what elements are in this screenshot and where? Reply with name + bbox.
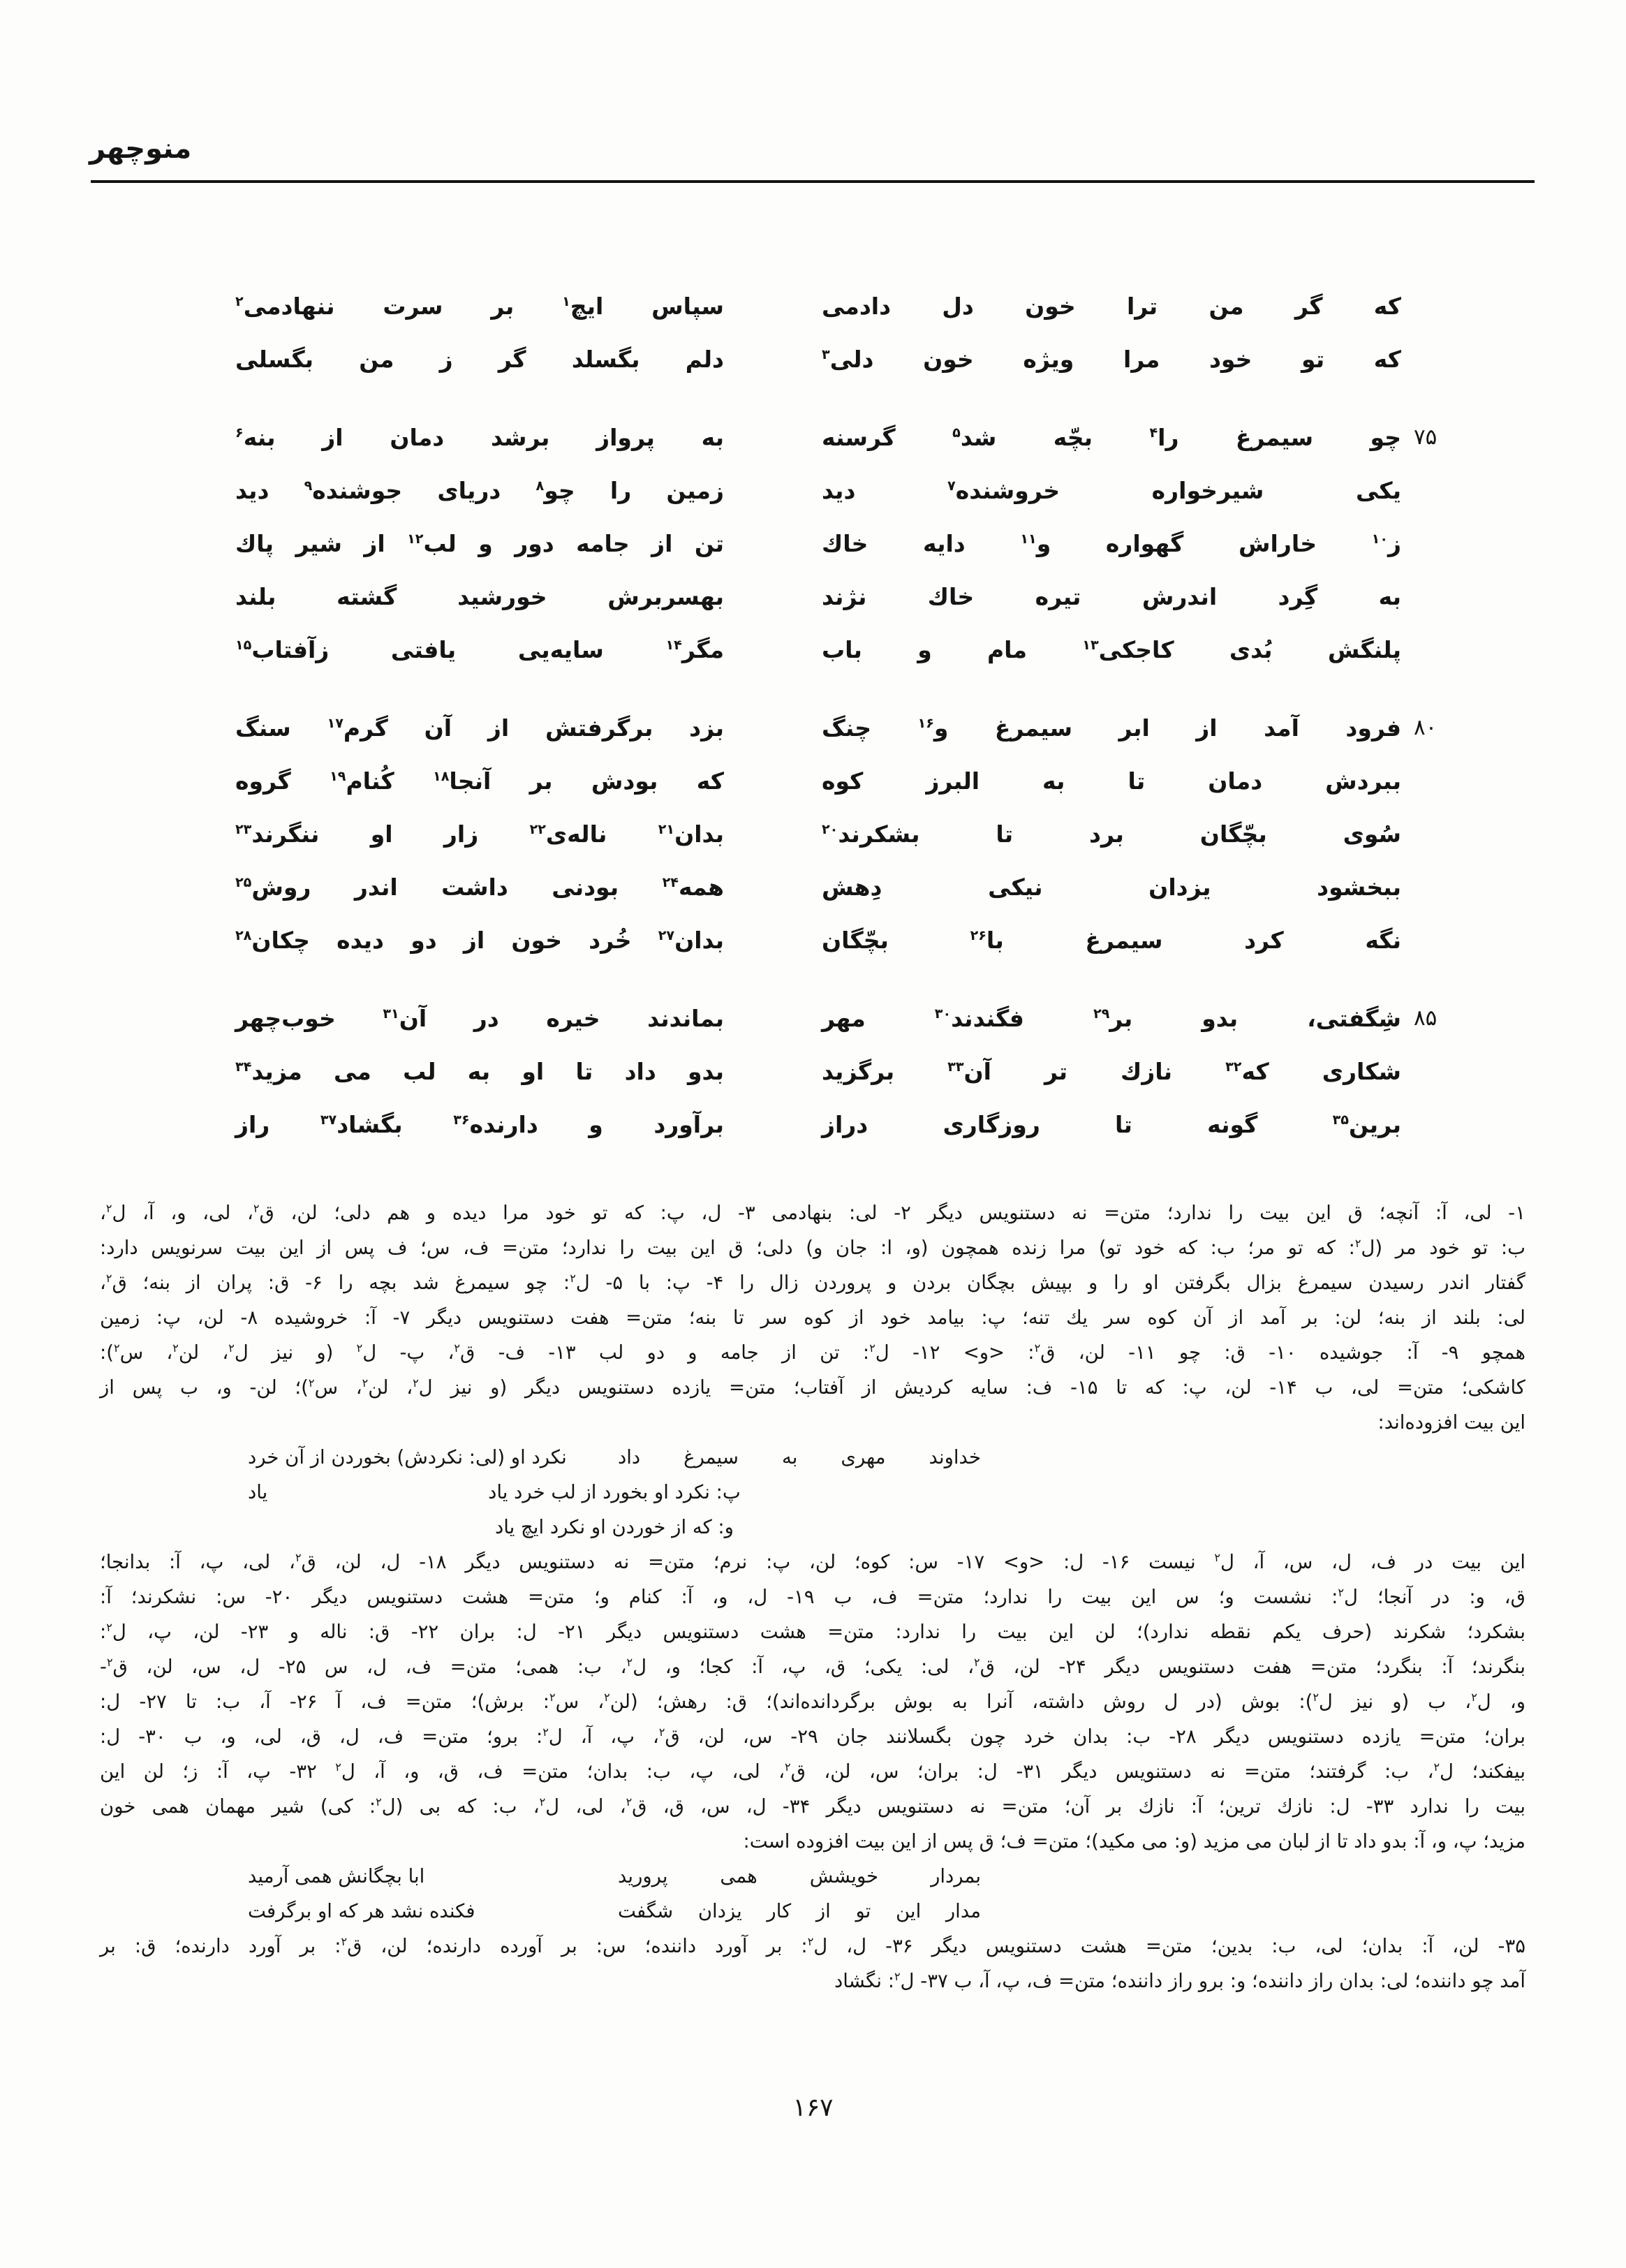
- hemistich-right: ز$^{۱۰}$ خاراش گهواره و$^{۱۱}$ دایه خاك: [822, 529, 1401, 557]
- apparatus-added-verse: [248, 1859, 981, 1894]
- apparatus-line: پ: نکرد او بخورد از لب خرد یاد: [488, 1481, 741, 1503]
- hemistich-right: نگه کرد سیمرغ با$^{۲۶}$ بچّگان: [822, 926, 1401, 954]
- hemistich-right: شکاری که$^{۳۲}$ نازك تر آن$^{۳۳}$ برگزید: [822, 1057, 1402, 1085]
- running-title: منوچهر: [89, 133, 192, 165]
- apparatus-line: ق، و: در آنجا؛ ل$^۲$: نشست و؛ س این بیت را ندارد؛ متن= ف، ب ۱۹- ل، و، آ: کنام و؛ متن= هشت دستنویس دیگر ۲۰- س: نشکرند؛ آ:: [100, 1585, 1525, 1608]
- apparatus-line: همچو ۹- آ: جوشیده ۱۰- ق: چو ۱۱- لن، ق$^۲$: <و> ۱۲- ل$^۲$: تن از جامه و دو لب ۱۳- ف- ق$^۲$، پ- ل$^۲$ (و نیز ل$^۲$، لن$^۲$، س$^۲$):: [100, 1341, 1525, 1364]
- couplet-row: [235, 1045, 1465, 1098]
- poem: [235, 279, 1465, 1151]
- hemistich-right: که تو خود مرا ویژه خون دلی$^۳$: [822, 345, 1401, 373]
- added-verse-left: فکنده نشد هر که او برگرفت: [248, 1900, 475, 1922]
- couplet-row: [235, 570, 1465, 623]
- apparatus-line: ب: تو خود مر (ل$^۲$: که تو مر؛ ب: که خود تو) مرا زنده همچون (و، ا: جان و) دلی؛ ق این بیت را ندارد؛ متن= ف، س؛ ف پس از این بیت سرنویس دارد:: [100, 1236, 1526, 1259]
- apparatus-line: مزید؛ پ، و، آ: بدو داد تا از لبان می مزید (و: می مکید)؛ متن= ف؛ ق پس از این بیت افزوده است:: [743, 1830, 1525, 1853]
- couplet-row: [235, 464, 1465, 517]
- couplet-row: [235, 279, 1465, 332]
- couplet-row: [235, 913, 1465, 966]
- hemistich-right: ببخشود یزدان نیکی دِهش: [822, 873, 1401, 901]
- couplet-row: [235, 623, 1465, 676]
- hemistich-left: سپاس ایچ$^۱$ بر سرت ننهادمی$^۲$: [235, 292, 724, 320]
- hemistich-left: بهسربرش خورشید گشته بلند: [235, 582, 724, 610]
- hemistich-right: که گر من ترا خون دل دادمی: [822, 292, 1401, 320]
- hemistich-left: که بودش بر آنجا$^{۱۸}$ کُنام$^{۱۹}$ گروه: [235, 767, 724, 795]
- hemistich-left: بزد برگرفتش از آن گرم$^{۱۷}$ سنگ: [235, 714, 724, 742]
- hemistich-right: شِگفتی، بدو بر$^{۲۹}$ فگندند$^{۳۰}$ مهر: [822, 1004, 1402, 1032]
- couplet-row: [235, 807, 1465, 860]
- apparatus-line: بیفکند؛ ل$^۲$، ب: گرفتند؛ متن= نه دستنویس دیگر ۳۱- ل: بران؛ س، لن، ق$^۲$، لی، پ، ب: بدان؛ متن= ف، ق، و، آ، ل$^۲$ ۳۲- پ، آ: ز؛ لن این: [100, 1760, 1525, 1783]
- couplet-row: [235, 1098, 1465, 1151]
- added-verse-left: ابا بچگانش همی آرمید: [248, 1865, 425, 1887]
- hemistich-left: مگر$^{۱۴}$ سایه‌یی یافتی زآفتاب$^{۱۵}$: [235, 635, 724, 663]
- critical-apparatus: [100, 1195, 1525, 1998]
- verse-number: ۸۵: [1414, 1006, 1437, 1031]
- hemistich-left: برآورد و دارنده$^{۳۶}$ بگشاد$^{۳۷}$ راز: [235, 1110, 725, 1138]
- hemistich-right: پلنگش بُدی کاجکی$^{۱۳}$ مام و باب: [822, 635, 1401, 663]
- hemistich-right: ببردش دمان تا به البرز کوه: [822, 767, 1401, 795]
- added-verse-right: مدار این تو از کار یزدان شگفت: [618, 1900, 981, 1922]
- hemistich-left: بدو داد تا او به لب می مزید$^{۳۴}$: [235, 1057, 724, 1085]
- page-number: ۱۶۷: [792, 2093, 834, 2122]
- hemistich-left: بدان$^{۲۱}$ ناله‌ی$^{۲۲}$ زار او ننگرند$^{۲۳}$: [235, 820, 724, 848]
- couplet-row: [235, 701, 1465, 754]
- apparatus-line: بران؛ متن= یازده دستنویس دیگر ۲۸- ب: بدان خرد چون بگسلانند جان ۲۹- س، لن، ق$^۲$، پ، آ، ل$^۲$: برو؛ متن= ف، ل، ق، لی، و، ب ۳۰- ل:: [100, 1725, 1525, 1748]
- hemistich-left: بدان$^{۲۷}$ خُرد خون از دو دیده چکان$^{۲۸}$: [235, 926, 724, 954]
- apparatus-line: بشکرد؛ شکرند (حرف یکم نقطه ندارد)؛ لن این بیت را ندارد: متن= هشت دستنویس دیگر ۲۱- ل: بران ۲۲- ق: ناله و ۲۳- لن، پ، ل$^۲$:: [100, 1620, 1525, 1643]
- hemistich-right: فرود آمد از ابر سیمرغ و$^{۱۶}$ چنگ: [822, 714, 1401, 742]
- apparatus-line: گفتار اندر رسیدن سیمرغ بزال بگرفتن او را و بپیش بچگان بردن و پروردن زال را ۴- پ: با ۵- ل$^۲$: چو سیمرغ شد بچه را ۶- ق: پران از بنه؛ ق$^۲$،: [100, 1271, 1525, 1294]
- hemistich-left: دلم بگسلد گر ز من بگسلی: [235, 345, 724, 373]
- apparatus-added-verse: [248, 1894, 981, 1929]
- hemistich-right: یکی شیرخواره خروشنده$^۷$ دید: [822, 476, 1401, 504]
- couplet-row: [235, 517, 1465, 570]
- verse-number: ۷۵: [1414, 425, 1437, 450]
- couplet-row: [235, 754, 1465, 807]
- hemistich-right: چو سیمرغ را$^۴$ بچّه شد$^۵$ گرسنه: [822, 423, 1401, 451]
- apparatus-line: این بیت در ف، ل، س، آ، ل$^۲$ نیست ۱۶- ل: <و> ۱۷- س: کوه؛ لن، پ: نرم؛ متن= نه دستنویس دیگر ۱۸- ل، لن، ق$^۲$، لی، پ، آ: بدانجا؛: [100, 1550, 1525, 1573]
- couplet-row: [235, 992, 1465, 1045]
- apparatus-line: لی: بلند از بنه؛ لن: بر آمد از آن کوه سر یك تنه؛ پ: بیامد خود از کوه سر تا بنه؛ متن= هفت دستنویس دیگر ۷- آ: خروشیده ۸- لن، پ: زمین: [100, 1306, 1526, 1329]
- hemistich-right: برین$^{۳۵}$ گونه تا روزگاری دراز: [822, 1110, 1401, 1138]
- couplet-row: [235, 860, 1465, 913]
- apparatus-line: و، ل$^۲$، ب (و نیز ل$^۲$): بوش (در ل روش داشته، آنرا به بوش برگردانده‌اند)؛ ق: رهش؛ (لن$^۲$، س$^۲$: برش)؛ متن= ف، آ ۲۶- آ، ب: تا ۲۷- ل:: [100, 1690, 1525, 1713]
- apparatus-line: و: که از خوردن او نکرد ایچ یاد: [495, 1516, 734, 1538]
- hemistich-left: همه$^{۲۴}$ بودنی داشت اندر روش$^{۲۵}$: [235, 873, 724, 901]
- hemistich-left: به پرواز برشد دمان از بنه$^۶$: [235, 423, 724, 451]
- hemistich-left: تن از جامه دور و لب$^{۱۲}$ از شیر پاك: [235, 529, 724, 557]
- couplet-row: [235, 332, 1465, 385]
- verse-number: ۸۰: [1414, 715, 1437, 740]
- hemistich-right: سُوی بچّگان برد تا بشکرند$^{۲۰}$: [822, 820, 1401, 848]
- hemistich-left: بماندند خیره در آن$^{۳۱}$ خوب‌چهر: [235, 1004, 724, 1032]
- apparatus-line: بنگرند؛ آ: بنگرد؛ متن= هفت دستنویس دیگر ۲۴- لن، ق$^۲$، لی: یکی؛ ق، پ، آ: کجا؛ و، ل$^۲$، ب: همی؛ متن= ف، ل، س ۲۵- ل، س، لن، ق$^۲$-: [100, 1655, 1526, 1678]
- apparatus-line: ۱- لی، آ: آنچه؛ ق این بیت را ندارد؛ متن= نه دستنویس دیگر ۲- لی: بنهادمی ۳- ل، پ: که تو خود مرا دیده و هم دلی؛ لن، ق$^۲$، لی، و، آ، ل$^۲$،: [100, 1201, 1526, 1224]
- apparatus-line: آمد چو داننده؛ لی: بدان راز داننده؛ و: برو راز داننده؛ متن= ف، پ، آ، ب ۳۷- ل$^۲$: نگشاد: [834, 1969, 1525, 1992]
- hemistich-left: زمین را چو$^۸$ دریای جوشنده$^۹$ دید: [235, 476, 724, 504]
- couplet-row: [235, 411, 1465, 464]
- apparatus-line: این بیت افزوده‌اند:: [1377, 1411, 1525, 1434]
- header-rule: [91, 180, 1535, 183]
- apparatus-line: کاشکی؛ متن= لی، ب ۱۴- لن، پ: که تا ۱۵- ف: سایه کردیش از آفتاب؛ متن= یازده دستنویس دیگر (و نیز ل$^۲$، لن$^۲$، س$^۲$)؛ لن- و، ب پس از: [100, 1376, 1526, 1399]
- added-verse-right: خداوند مهری به سیمرغ داد: [618, 1446, 981, 1468]
- hemistich-right: به گِرد اندرش تیره خاك نژند: [822, 582, 1401, 610]
- added-verse-left: نکرد او (لی: نکردش) بخوردن از آن خرد یاد: [248, 1446, 567, 1503]
- added-verse-right: بمردار خویشش همی پرورید: [618, 1865, 981, 1887]
- apparatus-line: بیت را ندارد ۳۳- ل: نازك ترین؛ آ: نازك بر آن؛ متن= نه دستنویس دیگر ۳۴- ل، س، ق، ق$^۲$، لی، ل$^۲$، ب: که بی (ل$^۲$: کی) شیر مهمان همی خون: [100, 1795, 1525, 1818]
- apparatus-line: ۳۵- لن، آ: بدان؛ لی، ب: بدین؛ متن= هشت دستنویس دیگر ۳۶- ل، ل$^۲$: بر آورد داننده؛ س: بر آورده دارنده؛ لن، ق$^۲$: بر آورد دارنده؛ ق: بر: [100, 1934, 1525, 1957]
